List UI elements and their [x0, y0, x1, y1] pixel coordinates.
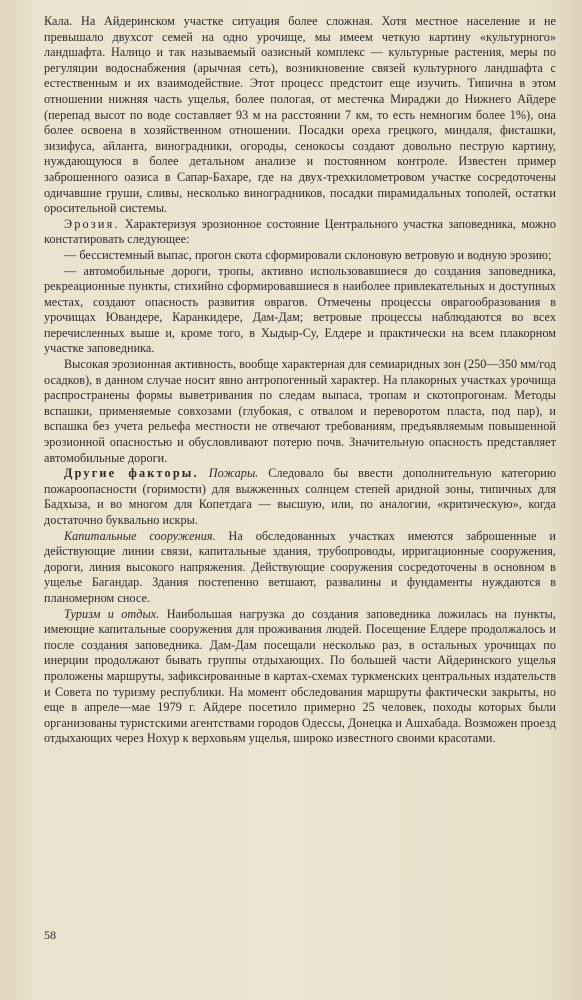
paragraph-structures-text: На обследованных участках имеются заброшенные и действующие линии связи, капитальные здания, трубопроводы, ирригационные сооружения, дороги, линия высокого напряжения. Действующие сооружения сосредоточены в основном в ущелье Багандар. Здания постепенно ветшают, развалины и фундаменты нуждаются в планомерном сносе.: [44, 528, 556, 605]
paragraph-erosion-text: Характеризуя эрозионное состояние Центрального участка заповедника, можно констатировать следующее:: [44, 216, 556, 247]
heading-erosion: Эрозия.: [64, 216, 120, 231]
heading-structures: Капитальные сооружения.: [64, 528, 216, 543]
paragraph-other-factors: [44, 466, 556, 528]
paragraph-erosion: [44, 217, 556, 248]
list-item-grazing: — бессистемный выпас, прогон скота сформировали склоновую ветровую и водную эрозию;: [64, 247, 552, 262]
page-body: [44, 14, 556, 747]
page-number: 58: [44, 928, 56, 942]
list-item-roads: — автомобильные дороги, тропы, активно использовавшиеся до создания заповедника, рекреационные пункты, стихийно сформировавшиеся в наиболее привлекательных и доступных местах, создают опасность развития оврагов. Отмечены процессы оврагообразования в урочищах Ювандере, Каранкидере, Дам-Дам; ветровые процессы наблюдаются во всех перечисленных выше и, кроме того, в Хыдыр-Су, Елдере и практически на всем плакорном участке заповедника.: [44, 263, 556, 356]
subheading-fires: Пожары.: [208, 466, 259, 481]
heading-tourism: Туризм и отдых.: [64, 606, 160, 621]
paragraph-tourism-text: Наибольшая нагрузка до создания заповедника ложилась на пункты, имеющие капитальные сооружения для проживания людей. Посещение Елдере продолжалось и после создания заповедника. Дам-Дам посещали несколько раз, в остальных урочищах по инерции продолжают бывать группы отдыхающих. По большей части Айдеринского ущелья проложены маршруты, зафиксированные в картах-схемах туркменских центральных издательств и Совета по туризму республики. На момент обследования маршруты фактически закрыты, но еще в апреле—мае 1979 г. Айдере посетило примерно 25 человек, походы которых были организованы туристскими агентствами городов Одессы, Донецка и Ашхабада. Возможен проезд отдыхающих через Нохур к верховьям ущелья, широко известного своими красотами.: [44, 606, 556, 746]
paragraph-fires-text: Следовало бы ввести дополнительную категорию пожароопасности (горимости) для выжженных солнцем степей аридной зоны, типичных для Бадхыза, и во многом для Копетдага — высшую, или, по аналогии, «критическую», когда достаточно буквально искры.: [44, 466, 556, 527]
paragraph-tourism: [44, 607, 556, 747]
paragraph-aiderinsky: Кала. На Айдеринском участке ситуация более сложная. Хотя местное население и не превышало двухсот семей на одно урочище, мы имеем четкую картину «культурного» ландшафта. Налицо и так называемый оазисный комплекс — культурные растения, меры по регуляции водоснабжения (арычная сеть), возникновение связей культурного ландшафта с естественным и их взаимодействие. Этот процесс предстоит еще изучить. Типична в этом отношении нижняя часть ущелья, более пологая, от местечка Мираджи до Нижнего Айдере (перепад высот по воде составляет 93 м на расстоянии 7 км, то есть немногим более 1%), она более освоена в хозяйственном отношении. Посадки ореха грецкого, миндаля, фисташки, зизифуса, айланта, виноградники, огороды, сенокосы создают довольно пеструю картину, нуждающуюся в более детальном анализе и постоянном контроле. Известен пример заброшенного оазиса в Сапар-Бахаре, где на двух-трехкилометровом участке сосредоточены одичавшие груши, сливы, несколько виноградников, посадки пирамидальных тополей, остатки оросительной системы.: [44, 14, 556, 216]
paragraph-structures: [44, 529, 556, 607]
heading-other-factors: Другие факторы.: [64, 466, 199, 481]
paragraph-erosion-activity: Высокая эрозионная активность, вообще характерная для семиаридных зон (250—350 мм/год осадков), в данном случае носит явно антропогенный характер. На плакорных участках урочища распространены формы выветривания по следам выпаса, тропам и скотопрогонам. Методы вспашки, применяемые совхозами (глубокая, с отвалом и переворотом пласта, под пар), и вспашка без учета рельефа местности не отвечают требованиям, предъявляемым повышенной эрозионной опасностью и обусловливают потерю почв. Значительную опасность представляет автомобильные дороги.: [44, 357, 556, 465]
